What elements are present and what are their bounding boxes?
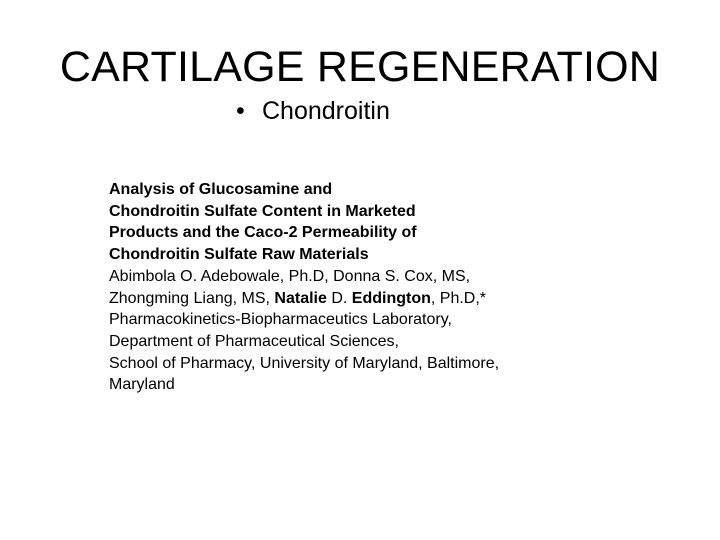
citation-affiliation-line: Department of Pharmaceutical Sciences, <box>109 332 399 350</box>
citation-authors-line: Abimbola O. Adebowale, Ph.D, Donna S. Cox, MS, <box>109 267 471 285</box>
bullet-text: Chondroitin <box>262 97 390 125</box>
slide-title: CARTILAGE REGENERATION <box>59 43 661 91</box>
citation-affiliation-line: School of Pharmacy, University of Maryland, Baltimore, <box>109 354 500 372</box>
citation-title-line: Products and the Caco-2 Permeability of <box>109 224 417 242</box>
citation-block <box>109 179 499 396</box>
author-initial: D. <box>326 289 352 307</box>
author-first-name: Natalie <box>274 289 327 307</box>
author-last-name: Eddington <box>351 289 431 307</box>
citation-affiliation-line: Maryland <box>109 376 175 394</box>
author-suffix: , Ph.D,* <box>430 289 487 307</box>
citation-title-line: Chondroitin Sulfate Raw Materials <box>109 246 369 264</box>
bullet-mark: • <box>236 97 245 125</box>
citation-title-line: Analysis of Glucosamine and <box>109 181 333 198</box>
citation-authors-line <box>109 288 499 310</box>
bullet-item <box>236 96 390 126</box>
author-prefix: Zhongming Liang, MS, <box>109 289 275 307</box>
citation-title-line: Chondroitin Sulfate Content in Marketed <box>109 202 416 220</box>
citation-affiliation-line: Pharmacokinetics-Biopharmaceutics Laboratory, <box>109 311 452 329</box>
